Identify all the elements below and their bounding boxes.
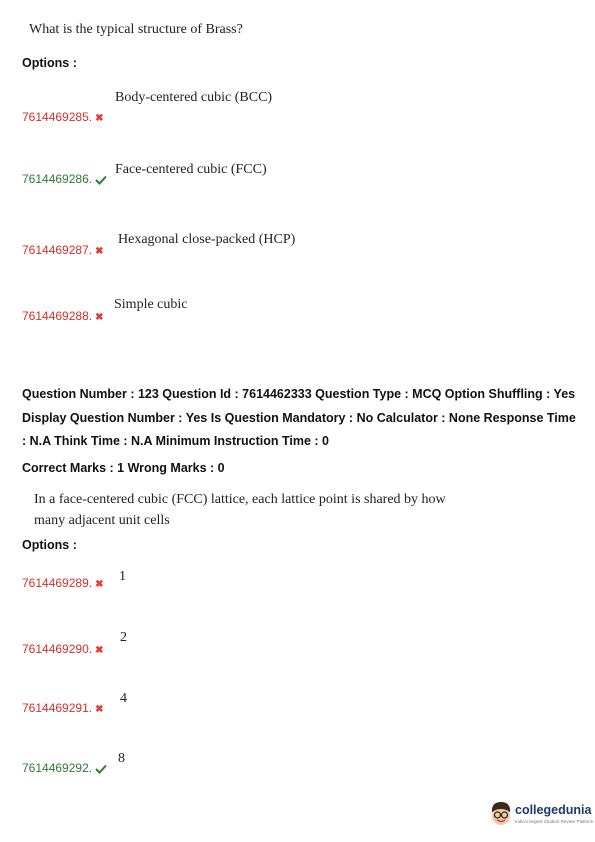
logo-wordmark: collegedunia — [515, 803, 592, 817]
option-id: 7614469291. — [22, 701, 93, 715]
option-id: 7614469290. — [22, 642, 93, 656]
correct-check-icon — [95, 175, 107, 185]
collegedunia-logo — [488, 800, 594, 830]
q1-option-4[interactable] — [22, 307, 103, 325]
q1-option-1[interactable] — [22, 108, 103, 126]
option-id: 7614469287. — [22, 243, 93, 257]
q2-option-4-text: 8 — [118, 751, 125, 766]
wrong-mark-icon: ✖ — [95, 579, 104, 590]
option-id: 7614469289. — [22, 576, 93, 590]
question-2-options-label: Options : — [22, 538, 77, 552]
q1-option-4-text: Simple cubic — [114, 297, 188, 312]
q2-option-2-text: 2 — [120, 630, 127, 645]
wrong-mark-icon: ✖ — [95, 645, 104, 656]
option-id: 7614469288. — [22, 309, 93, 323]
q2-option-1-text: 1 — [119, 569, 126, 584]
q1-option-2[interactable] — [22, 170, 107, 188]
option-id: 7614469292. — [22, 761, 93, 775]
question-2-meta-line-1: Question Number : 123 Question Id : 7614462333 Question Type : MCQ Option Shuffling : Yes — [22, 387, 576, 401]
q2-option-2[interactable] — [22, 640, 103, 658]
logo-tagline: India's largest Student Review Platform — [515, 819, 594, 824]
option-id: 7614469286. — [22, 172, 93, 186]
q1-option-3[interactable] — [22, 241, 103, 259]
mascot-face-icon — [488, 800, 514, 828]
question-2-meta-line-2: Display Question Number : Yes Is Question Mandatory : No Calculator : None Response Time — [22, 411, 576, 425]
question-1-options-label: Options : — [22, 56, 77, 70]
wrong-mark-icon: ✖ — [95, 246, 104, 257]
question-2-meta-line-3: : N.A Think Time : N.A Minimum Instruction Time : 0 — [22, 434, 329, 448]
question-2-marks: Correct Marks : 1 Wrong Marks : 0 — [22, 461, 225, 475]
q2-option-3-text: 4 — [120, 691, 127, 706]
question-2-text-line-2: many adjacent unit cells — [34, 513, 170, 528]
q2-option-3[interactable] — [22, 699, 103, 717]
q2-option-1[interactable] — [22, 574, 103, 592]
option-id: 7614469285. — [22, 110, 93, 124]
wrong-mark-icon: ✖ — [95, 113, 104, 124]
wrong-mark-icon: ✖ — [95, 704, 104, 715]
correct-check-icon — [95, 764, 107, 774]
q1-option-2-text: Face-centered cubic (FCC) — [115, 162, 267, 177]
q1-option-3-text: Hexagonal close-packed (HCP) — [118, 232, 296, 247]
q1-option-1-text: Body-centered cubic (BCC) — [115, 90, 273, 105]
question-1-text: What is the typical structure of Brass? — [29, 22, 243, 37]
question-2-text-line-1: In a face-centered cubic (FCC) lattice, each lattice point is shared by how — [34, 492, 446, 507]
q2-option-4[interactable] — [22, 759, 107, 777]
wrong-mark-icon: ✖ — [95, 312, 104, 323]
